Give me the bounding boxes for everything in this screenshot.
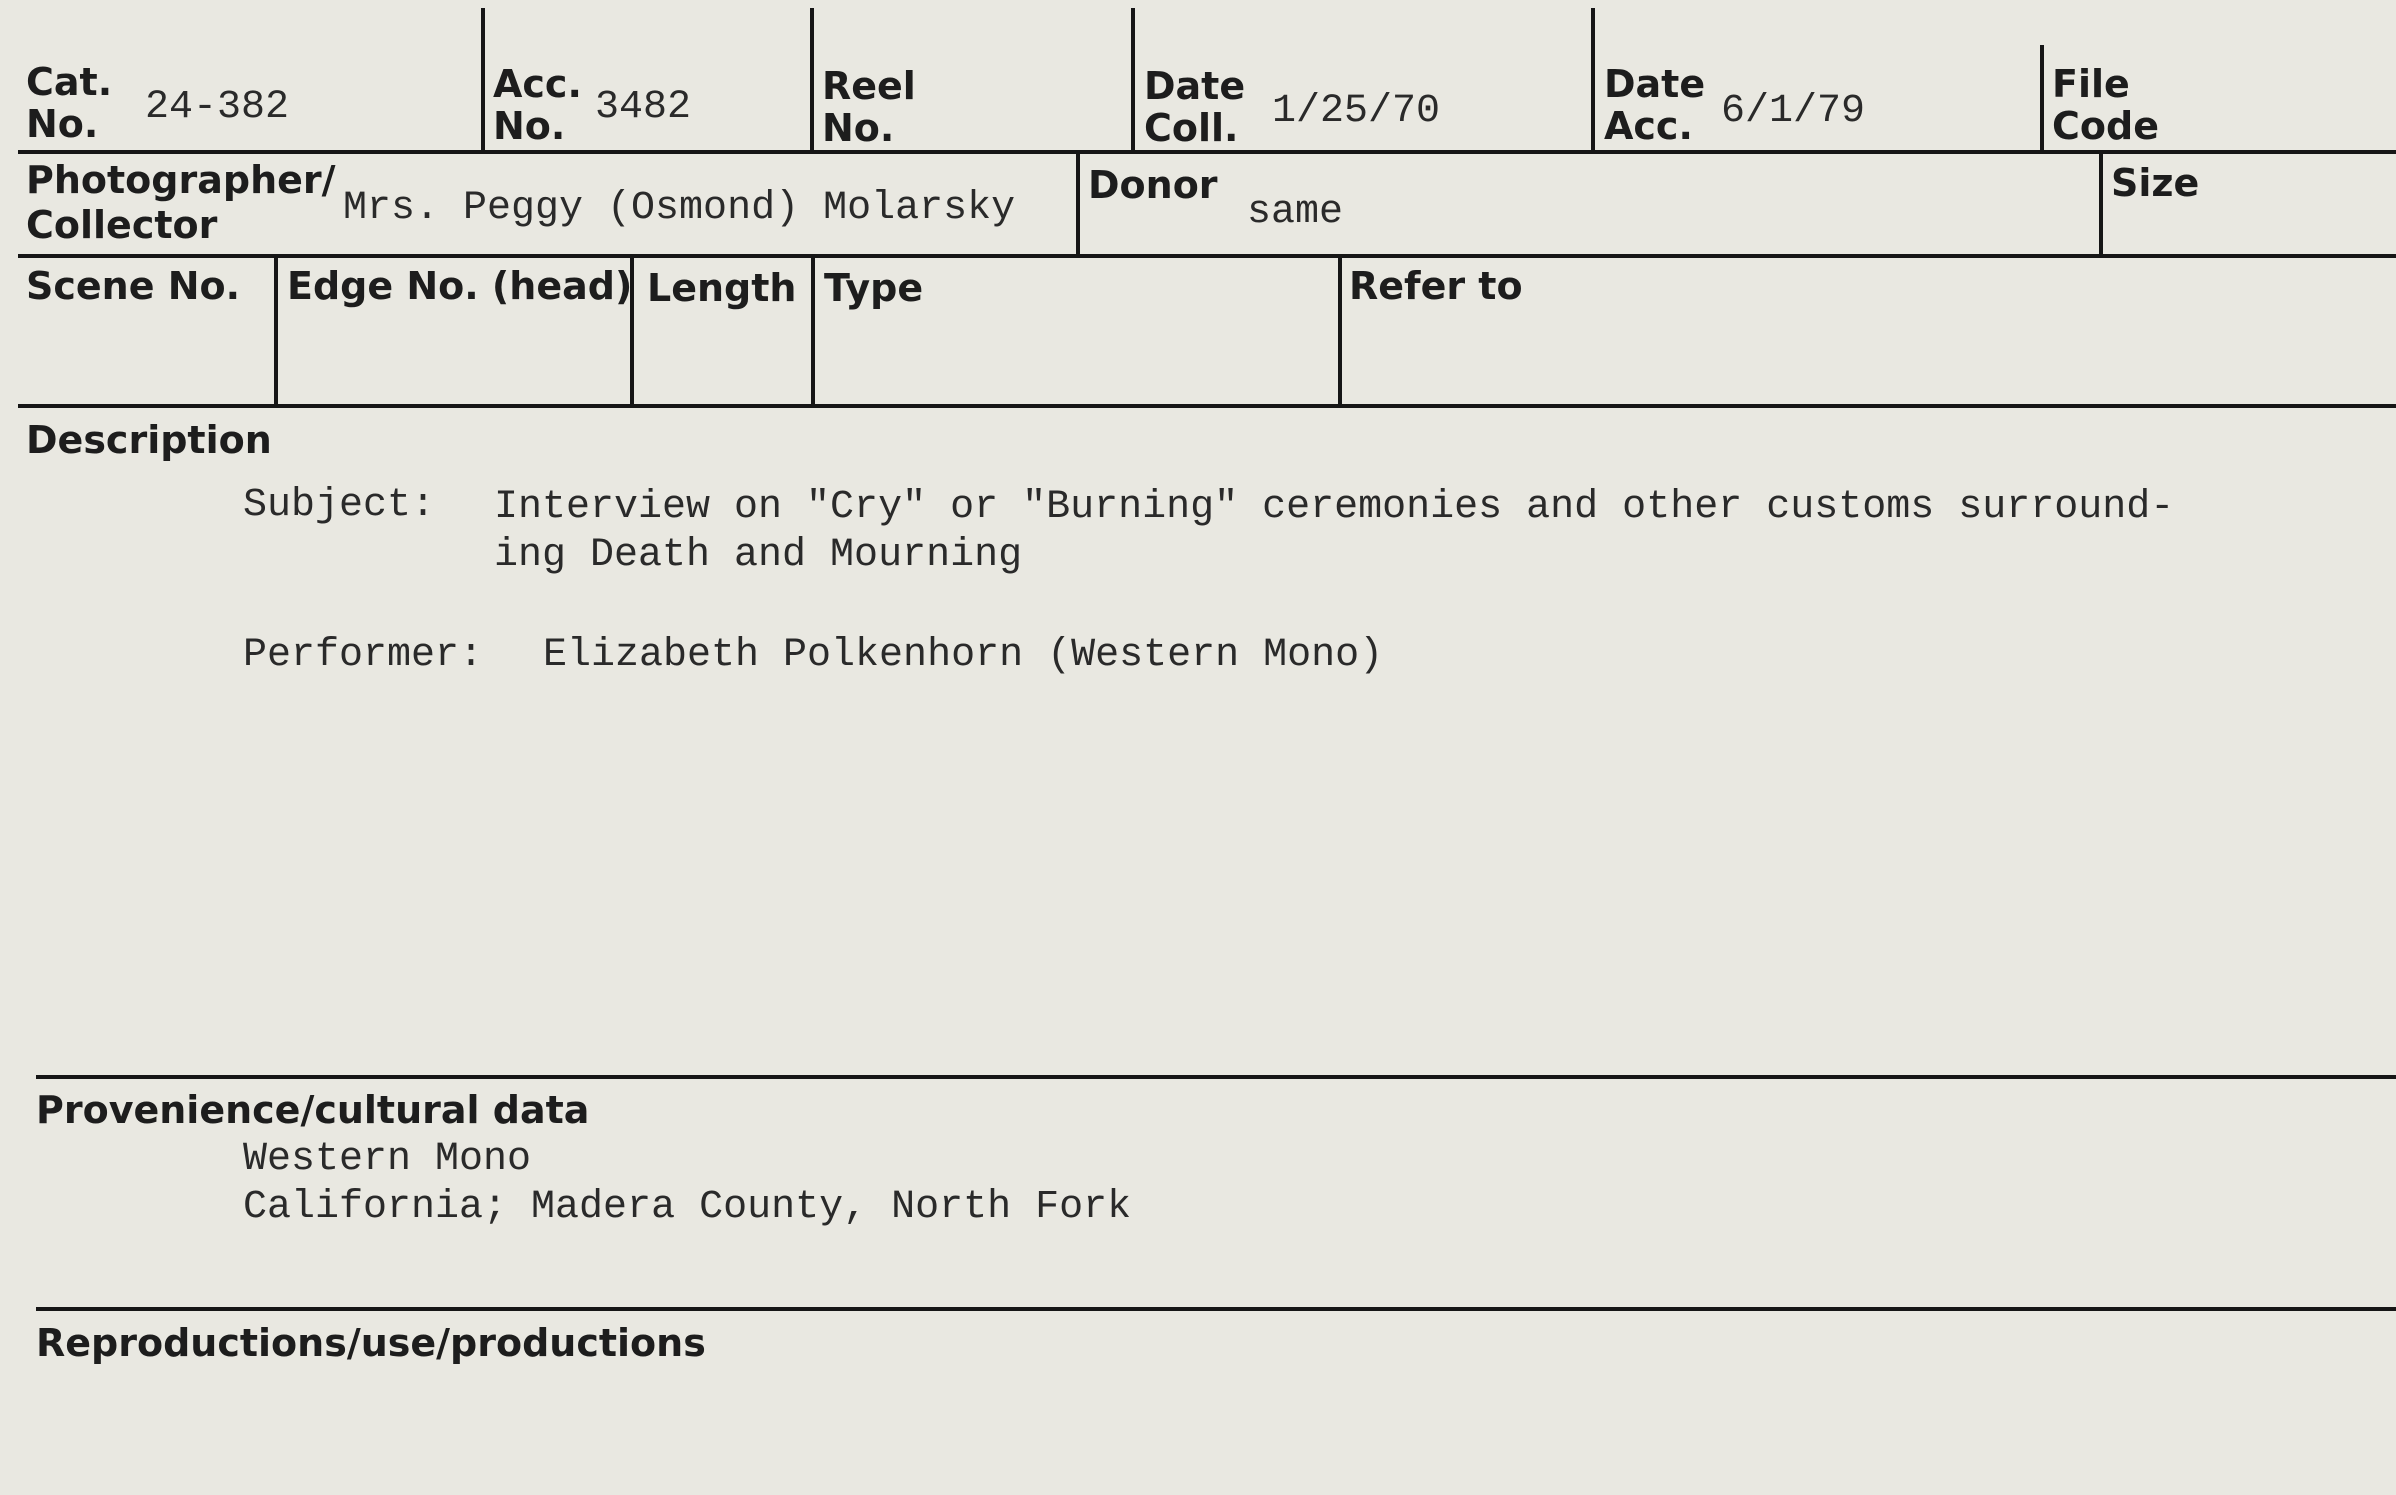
acc-no-value: 3482: [595, 85, 692, 130]
type-label: Type: [824, 266, 924, 310]
photographer-value: Mrs. Peggy (Osmond) Molarsky: [343, 186, 1016, 231]
row1-divider-2: [810, 8, 814, 152]
reproductions-label: Reproductions/use/productions: [36, 1321, 706, 1365]
row1-divider-1: [481, 8, 485, 152]
subject-line-2: ing Death and Mourning: [494, 533, 1023, 578]
edge-no-label: Edge No. (head): [287, 264, 633, 308]
row3-divider-4: [1338, 256, 1342, 406]
date-acc-label-line1: Date: [1604, 62, 1706, 106]
row3-divider-3: [811, 256, 815, 406]
scene-no-label: Scene No.: [26, 264, 241, 308]
performer-label: Performer:: [243, 633, 484, 678]
length-label: Length: [647, 266, 797, 310]
row2-bottom-line: [18, 254, 2396, 258]
photographer-label-line1: Photographer/: [26, 158, 336, 202]
acc-no-label-line1: Acc.: [493, 62, 582, 106]
acc-no-label-line2: No.: [493, 104, 566, 148]
donor-value: same: [1247, 190, 1344, 235]
row1-divider-5: [2040, 45, 2044, 152]
description-label: Description: [26, 418, 272, 462]
date-acc-value: 6/1/79: [1721, 89, 1866, 134]
reel-no-label-line2: No.: [822, 106, 895, 150]
date-coll-label-line1: Date: [1144, 64, 1246, 108]
date-coll-value: 1/25/70: [1272, 89, 1441, 134]
subject-line-1: Interview on "Cry" or "Burning" ceremonies and other customs surround-: [494, 485, 2175, 530]
row2-divider-1: [1076, 152, 1080, 256]
cat-no-value: 24-382: [145, 85, 290, 130]
subject-label: Subject:: [243, 483, 436, 528]
date-acc-label-line2: Acc.: [1604, 104, 1693, 148]
file-code-label-line2: Code: [2052, 104, 2159, 148]
row1-divider-3: [1131, 8, 1135, 152]
description-bottom-line: [36, 1075, 2396, 1079]
photographer-label-line2: Collector: [26, 203, 218, 247]
cat-no-label-line1: Cat.: [26, 60, 113, 104]
date-coll-label-line2: Coll.: [1144, 106, 1239, 150]
row1-divider-4: [1591, 8, 1595, 152]
provenience-line-1: Western Mono: [243, 1137, 532, 1182]
provenience-line-2: California; Madera County, North Fork: [243, 1185, 1132, 1230]
cat-no-label-line2: No.: [26, 102, 99, 146]
provenience-bottom-line: [36, 1307, 2396, 1311]
row3-bottom-line: [18, 404, 2396, 408]
refer-to-label: Refer to: [1349, 264, 1523, 308]
row2-divider-2: [2099, 152, 2103, 256]
row3-divider-1: [274, 256, 278, 406]
size-label: Size: [2111, 161, 2200, 205]
provenience-label: Provenience/cultural data: [36, 1088, 590, 1132]
donor-label: Donor: [1088, 163, 1218, 207]
file-code-label-line1: File: [2052, 62, 2130, 106]
reel-no-label-line1: Reel: [822, 64, 916, 108]
performer-value: Elizabeth Polkenhorn (Western Mono): [543, 633, 1384, 678]
